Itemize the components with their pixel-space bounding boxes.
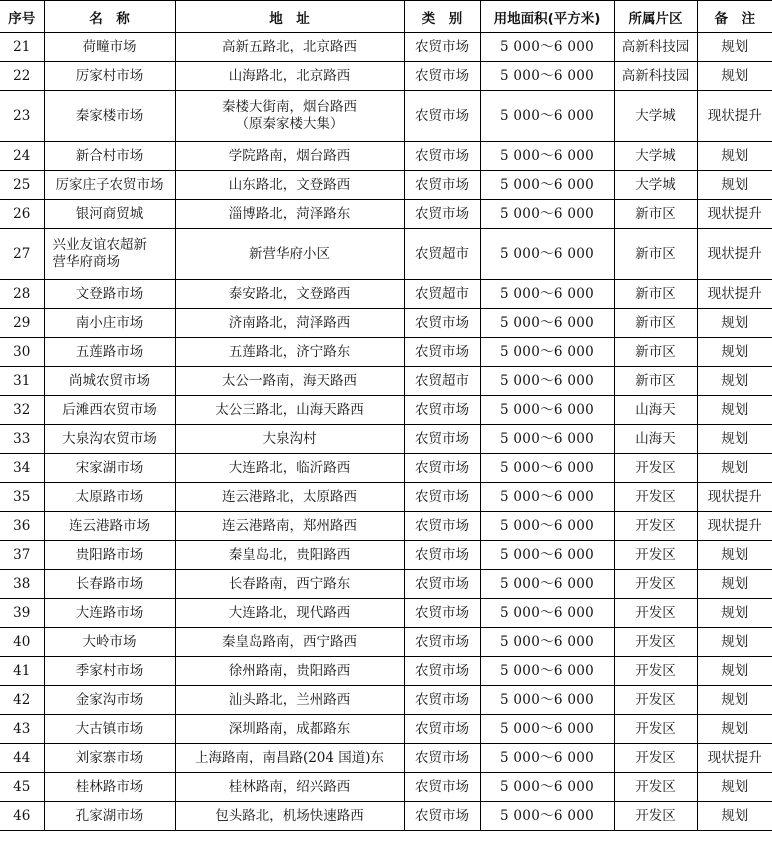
- table-row: [0, 309, 772, 338]
- cell-index: 36: [0, 512, 44, 541]
- cell-address-line: （原秦家楼大集）: [235, 116, 344, 132]
- cell-name-line: 营华府商场: [52, 254, 120, 270]
- cell-address: [175, 309, 404, 338]
- table-row: [0, 367, 772, 396]
- cell-index: 45: [0, 773, 44, 802]
- cell-name: 桂林路市场: [44, 773, 175, 802]
- cell-district: 高新科技园: [614, 62, 697, 91]
- cell-district: 新市区: [614, 200, 697, 229]
- cell-index: 40: [0, 628, 44, 657]
- cell-index: 41: [0, 657, 44, 686]
- cell-index: 39: [0, 599, 44, 628]
- cell-district: 开发区: [614, 599, 697, 628]
- cell-district: 大学城: [614, 171, 697, 200]
- cell-type: 农贸市场: [404, 425, 480, 454]
- table-row: [0, 396, 772, 425]
- cell-type: 农贸市场: [404, 483, 480, 512]
- cell-type: 农贸市场: [404, 62, 480, 91]
- cell-area: 5 000～6 000: [480, 367, 614, 396]
- cell-index: 25: [0, 171, 44, 200]
- cell-address: [175, 280, 404, 309]
- cell-name: 大古镇市场: [44, 715, 175, 744]
- table-header: [0, 1, 772, 33]
- cell-name: 太原路市场: [44, 483, 175, 512]
- cell-type: 农贸市场: [404, 570, 480, 599]
- cell-address-line: 徐州路南，贵阳路西: [228, 662, 351, 679]
- cell-area: 5 000～6 000: [480, 171, 614, 200]
- cell-area: 5 000～6 000: [480, 309, 614, 338]
- cell-address: [175, 628, 404, 657]
- cell-district: 新市区: [614, 280, 697, 309]
- cell-note: 规划: [697, 142, 772, 171]
- table-row: [0, 657, 772, 686]
- cell-name: [44, 229, 175, 280]
- cell-address-line: 深圳路南，成都路东: [228, 720, 351, 737]
- cell-name-line: 兴业友谊农超新: [52, 237, 147, 253]
- cell-district: 大学城: [614, 91, 697, 142]
- header-index: 序号: [0, 1, 44, 33]
- cell-area: 5 000～6 000: [480, 62, 614, 91]
- cell-note: 规划: [697, 309, 772, 338]
- cell-district: 开发区: [614, 570, 697, 599]
- cell-type: 农贸超市: [404, 280, 480, 309]
- table-row: [0, 686, 772, 715]
- cell-type: 农贸市场: [404, 686, 480, 715]
- cell-name: 大泉沟农贸市场: [44, 425, 175, 454]
- cell-note: 规划: [697, 425, 772, 454]
- cell-name: 大岭市场: [44, 628, 175, 657]
- cell-index: 37: [0, 541, 44, 570]
- cell-district: 开发区: [614, 715, 697, 744]
- header-address: 地 址: [175, 1, 404, 33]
- cell-note: 现状提升: [697, 483, 772, 512]
- cell-address-line: 太公一路南，海天路西: [222, 372, 357, 389]
- cell-name: 南小庄市场: [44, 309, 175, 338]
- cell-index: 22: [0, 62, 44, 91]
- cell-address-line: 上海路南，南昌路(204 国道)东: [194, 749, 385, 766]
- cell-address: [175, 773, 404, 802]
- cell-district: 新市区: [614, 338, 697, 367]
- cell-index: 34: [0, 454, 44, 483]
- cell-index: 26: [0, 200, 44, 229]
- cell-type: 农贸市场: [404, 91, 480, 142]
- cell-type: 农贸市场: [404, 744, 480, 773]
- cell-note: 规划: [697, 657, 772, 686]
- cell-type: 农贸市场: [404, 657, 480, 686]
- cell-address-line: 淄博路北，菏泽路东: [228, 205, 351, 222]
- cell-name: 五莲路市场: [44, 338, 175, 367]
- cell-index: 28: [0, 280, 44, 309]
- header-district: 所属片区: [614, 1, 697, 33]
- cell-name: 贵阳路市场: [44, 541, 175, 570]
- cell-area: 5 000～6 000: [480, 338, 614, 367]
- cell-address: [175, 570, 404, 599]
- table-row: [0, 773, 772, 802]
- cell-name: 秦家楼市场: [44, 91, 175, 142]
- cell-address-line: 五莲路北，济宁路东: [228, 343, 351, 360]
- header-type: 类 别: [404, 1, 480, 33]
- cell-index: 24: [0, 142, 44, 171]
- cell-district: 开发区: [614, 628, 697, 657]
- cell-index: 44: [0, 744, 44, 773]
- cell-type: 农贸市场: [404, 512, 480, 541]
- cell-index: 30: [0, 338, 44, 367]
- cell-address: [175, 229, 404, 280]
- cell-district: 新市区: [614, 229, 697, 280]
- cell-type: 农贸市场: [404, 454, 480, 483]
- cell-note: 规划: [697, 686, 772, 715]
- cell-address: [175, 200, 404, 229]
- cell-name: 大连路市场: [44, 599, 175, 628]
- cell-note: 规划: [697, 541, 772, 570]
- cell-area: 5 000～6 000: [480, 628, 614, 657]
- cell-area: 5 000～6 000: [480, 512, 614, 541]
- cell-address: [175, 142, 404, 171]
- cell-area: 5 000～6 000: [480, 715, 614, 744]
- cell-district: 开发区: [614, 512, 697, 541]
- cell-district: 开发区: [614, 483, 697, 512]
- cell-area: 5 000～6 000: [480, 599, 614, 628]
- cell-address: [175, 91, 404, 142]
- cell-note: 规划: [697, 715, 772, 744]
- table-row: [0, 142, 772, 171]
- cell-note: 规划: [697, 367, 772, 396]
- cell-index: 42: [0, 686, 44, 715]
- cell-index: 33: [0, 425, 44, 454]
- cell-address-line: 连云港路南，郑州路西: [222, 517, 357, 534]
- table-row: [0, 425, 772, 454]
- cell-area: 5 000～6 000: [480, 541, 614, 570]
- cell-address-line: 新营华府小区: [249, 245, 330, 262]
- cell-address-line: 济南路北，菏泽路西: [228, 314, 351, 331]
- cell-type: 农贸超市: [404, 367, 480, 396]
- table-body: [0, 33, 772, 831]
- cell-index: 29: [0, 309, 44, 338]
- table-row: [0, 454, 772, 483]
- cell-name: 金家沟市场: [44, 686, 175, 715]
- cell-index: 31: [0, 367, 44, 396]
- cell-address-line: 大泉沟村: [262, 430, 317, 447]
- cell-type: 农贸市场: [404, 200, 480, 229]
- cell-address-line: 山东路北，文登路西: [228, 176, 351, 193]
- cell-name: 厉家庄子农贸市场: [44, 171, 175, 200]
- cell-address-line: 太公三路北，山海天路西: [215, 401, 364, 418]
- cell-address-line: 汕头路北，兰州路西: [228, 691, 351, 708]
- table-row: [0, 280, 772, 309]
- cell-note: 规划: [697, 454, 772, 483]
- cell-name: 季家村市场: [44, 657, 175, 686]
- cell-area: 5 000～6 000: [480, 280, 614, 309]
- cell-name: 孔家湖市场: [44, 802, 175, 831]
- cell-area: 5 000～6 000: [480, 802, 614, 831]
- cell-type: 农贸市场: [404, 802, 480, 831]
- table-row: [0, 200, 772, 229]
- cell-type: 农贸市场: [404, 396, 480, 425]
- cell-index: 43: [0, 715, 44, 744]
- cell-area: 5 000～6 000: [480, 657, 614, 686]
- cell-address-line: 大连路北，现代路西: [228, 604, 351, 621]
- cell-district: 开发区: [614, 541, 697, 570]
- cell-address: [175, 338, 404, 367]
- cell-area: 5 000～6 000: [480, 91, 614, 142]
- cell-note: 规划: [697, 599, 772, 628]
- cell-address: [175, 425, 404, 454]
- cell-address: [175, 512, 404, 541]
- cell-district: 新市区: [614, 367, 697, 396]
- header-area: 用地面积(平方米): [480, 1, 614, 33]
- cell-name: 长春路市场: [44, 570, 175, 599]
- cell-address: [175, 33, 404, 62]
- table-row: [0, 229, 772, 280]
- cell-note: 规划: [697, 396, 772, 425]
- cell-type: 农贸市场: [404, 599, 480, 628]
- cell-address-line: 连云港路北，太原路西: [222, 488, 357, 505]
- cell-district: 开发区: [614, 657, 697, 686]
- cell-type: 农贸市场: [404, 171, 480, 200]
- cell-note: 规划: [697, 62, 772, 91]
- cell-note: 现状提升: [697, 744, 772, 773]
- cell-note: 规划: [697, 570, 772, 599]
- cell-index: 35: [0, 483, 44, 512]
- cell-address: [175, 367, 404, 396]
- cell-address-line: 长春路南，西宁路东: [228, 575, 351, 592]
- cell-district: 开发区: [614, 802, 697, 831]
- cell-address-line: 秦皇岛路南，西宁路西: [222, 633, 357, 650]
- cell-area: 5 000～6 000: [480, 483, 614, 512]
- cell-note: 规划: [697, 802, 772, 831]
- cell-address-line: 大连路北，临沂路西: [228, 459, 351, 476]
- cell-type: 农贸市场: [404, 715, 480, 744]
- cell-index: 21: [0, 33, 44, 62]
- cell-district: 山海天: [614, 396, 697, 425]
- cell-address: [175, 483, 404, 512]
- cell-type: 农贸市场: [404, 628, 480, 657]
- cell-address: [175, 541, 404, 570]
- cell-address: [175, 454, 404, 483]
- cell-index: 38: [0, 570, 44, 599]
- cell-address: [175, 686, 404, 715]
- table-row: [0, 802, 772, 831]
- cell-address-line: 泰安路北，文登路西: [228, 285, 351, 302]
- cell-district: 大学城: [614, 142, 697, 171]
- table-row: [0, 570, 772, 599]
- cell-note: 现状提升: [697, 200, 772, 229]
- cell-type: 农贸市场: [404, 338, 480, 367]
- cell-address-line: 秦皇岛北，贵阳路西: [228, 546, 351, 563]
- cell-type: 农贸市场: [404, 541, 480, 570]
- cell-name: 尚城农贸市场: [44, 367, 175, 396]
- header-note: 备 注: [697, 1, 772, 33]
- cell-name: 连云港路市场: [44, 512, 175, 541]
- cell-area: 5 000～6 000: [480, 744, 614, 773]
- table-row: [0, 541, 772, 570]
- table-row: [0, 91, 772, 142]
- cell-district: 开发区: [614, 686, 697, 715]
- cell-address-line: 包头路北，机场快速路西: [215, 807, 364, 824]
- cell-address-line: 桂林路南，绍兴路西: [228, 778, 351, 795]
- cell-name: 后滩西农贸市场: [44, 396, 175, 425]
- cell-type: 农贸市场: [404, 142, 480, 171]
- cell-note: 现状提升: [697, 91, 772, 142]
- cell-index: 23: [0, 91, 44, 142]
- cell-address: [175, 657, 404, 686]
- cell-type: 农贸市场: [404, 309, 480, 338]
- cell-area: 5 000～6 000: [480, 33, 614, 62]
- cell-area: 5 000～6 000: [480, 142, 614, 171]
- cell-name: 新合村市场: [44, 142, 175, 171]
- cell-area: 5 000～6 000: [480, 454, 614, 483]
- cell-area: 5 000～6 000: [480, 200, 614, 229]
- cell-area: 5 000～6 000: [480, 396, 614, 425]
- cell-index: 27: [0, 229, 44, 280]
- cell-note: 规划: [697, 33, 772, 62]
- header-name: 名 称: [44, 1, 175, 33]
- cell-name: 银河商贸城: [44, 200, 175, 229]
- cell-note: 规划: [697, 628, 772, 657]
- cell-address: [175, 715, 404, 744]
- cell-district: 开发区: [614, 454, 697, 483]
- cell-address: [175, 171, 404, 200]
- cell-name: 荷疃市场: [44, 33, 175, 62]
- table-row: [0, 512, 772, 541]
- table-row: [0, 744, 772, 773]
- cell-name: 刘家寨市场: [44, 744, 175, 773]
- table-row: [0, 715, 772, 744]
- cell-district: 山海天: [614, 425, 697, 454]
- header-row: [0, 1, 772, 33]
- cell-name: 文登路市场: [44, 280, 175, 309]
- cell-address: [175, 62, 404, 91]
- table-row: [0, 171, 772, 200]
- cell-address: [175, 396, 404, 425]
- cell-type: 农贸市场: [404, 33, 480, 62]
- cell-area: 5 000～6 000: [480, 773, 614, 802]
- cell-address-line: 秦楼大街南，烟台路西: [222, 99, 357, 115]
- cell-district: 高新科技园: [614, 33, 697, 62]
- cell-type: 农贸超市: [404, 229, 480, 280]
- cell-name: 宋家湖市场: [44, 454, 175, 483]
- cell-index: 46: [0, 802, 44, 831]
- table-row: [0, 338, 772, 367]
- cell-district: 开发区: [614, 744, 697, 773]
- cell-name: 厉家村市场: [44, 62, 175, 91]
- cell-address-line: 山海路北，北京路西: [228, 67, 351, 84]
- table-row: [0, 33, 772, 62]
- cell-type: 农贸市场: [404, 773, 480, 802]
- cell-area: 5 000～6 000: [480, 425, 614, 454]
- table-row: [0, 62, 772, 91]
- cell-note: 规划: [697, 338, 772, 367]
- cell-address: [175, 599, 404, 628]
- cell-address-line: 学院路南，烟台路西: [228, 147, 351, 164]
- cell-note: 现状提升: [697, 280, 772, 309]
- table-row: [0, 628, 772, 657]
- cell-area: 5 000～6 000: [480, 570, 614, 599]
- cell-address: [175, 802, 404, 831]
- cell-note: 现状提升: [697, 229, 772, 280]
- cell-district: 开发区: [614, 773, 697, 802]
- cell-area: 5 000～6 000: [480, 229, 614, 280]
- cell-note: 规划: [697, 773, 772, 802]
- table-row: [0, 483, 772, 512]
- cell-address-line: 高新五路北，北京路西: [222, 38, 357, 55]
- cell-address: [175, 744, 404, 773]
- table-row: [0, 599, 772, 628]
- cell-note: 规划: [697, 171, 772, 200]
- cell-note: 现状提升: [697, 512, 772, 541]
- cell-index: 32: [0, 396, 44, 425]
- cell-district: 新市区: [614, 309, 697, 338]
- cell-area: 5 000～6 000: [480, 686, 614, 715]
